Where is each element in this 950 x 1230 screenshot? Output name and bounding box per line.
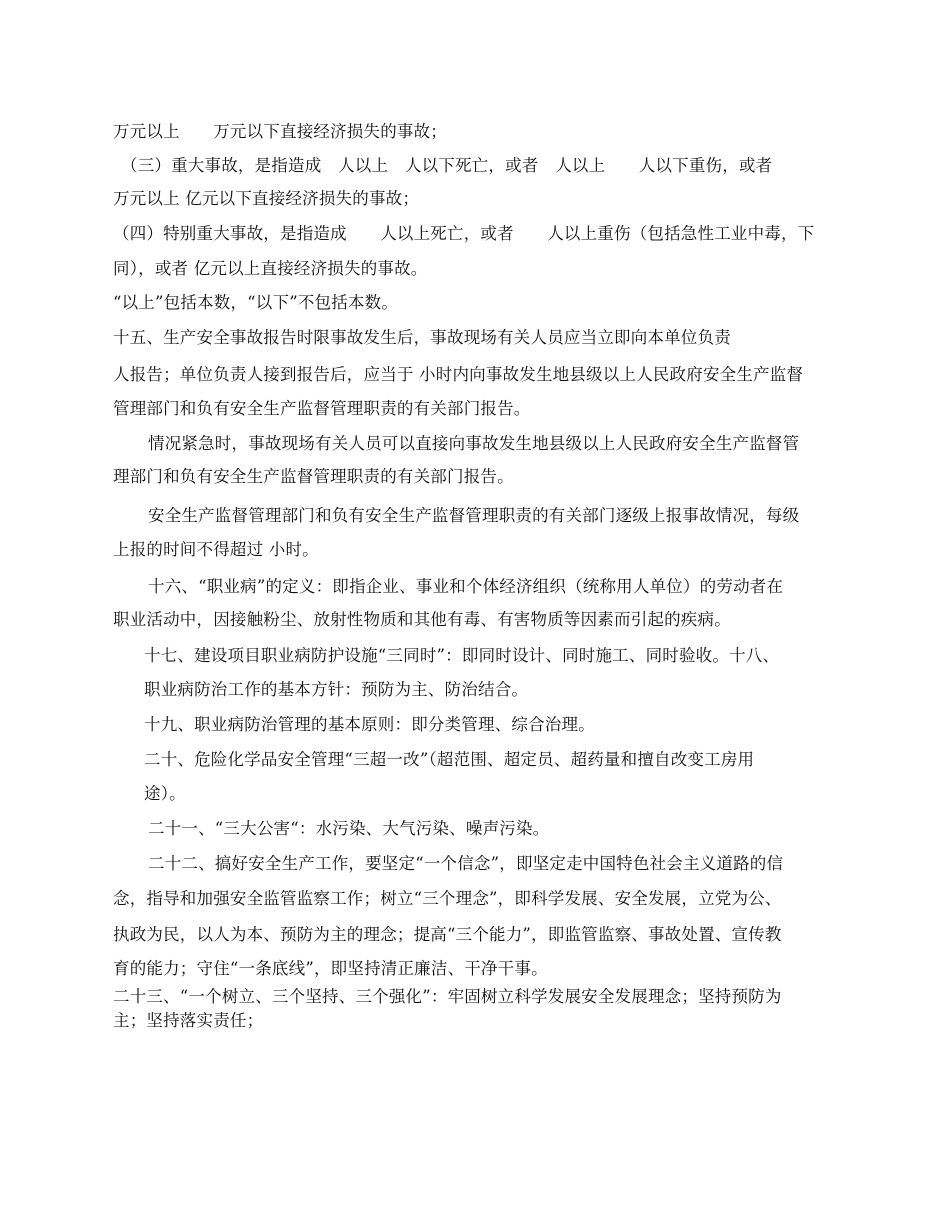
text-line: 同），或者 亿元以上直接经济损失的事故。: [113, 259, 428, 278]
text-line: 理部门和负有安全生产监督管理职责的有关部门报告。: [113, 467, 514, 486]
text-line: 安全生产监督管理部门和负有安全生产监督管理职责的有关部门逐级上报事故情况，每级: [148, 506, 800, 525]
text-line: 管理部门和负有安全生产监督管理职责的有关部门报告。: [113, 399, 531, 418]
text-line: 职业活动中，因接触粉尘、放射性物质和其他有毒、有害物质等因素而引起的疾病。: [113, 610, 731, 629]
text-line: 主；坚持落实责任；: [113, 1011, 264, 1030]
text-line: 十七、建设项目职业病防护设施“三同时”：即同时设计、同时施工、同时验收。十八、: [144, 646, 780, 665]
text-line: 二十二、搞好安全生产工作，要坚定“一个信念”，即坚定走中国特色社会主义道路的信: [148, 854, 784, 873]
text-line: 育的能力；守住“一条底线”，即坚持清正廉洁、干净干事。: [113, 959, 548, 978]
text-line: 万元以上 亿元以下直接经济损失的事故；: [113, 189, 420, 208]
text-line: （三）重大事故，是指造成 人以上 人以下死亡，或者 人以上 人以下重伤，或者: [121, 156, 773, 175]
text-line: （四）特别重大事故，是指造成 人以上死亡，或者 人以上重伤（包括急性工业中毒，下: [113, 224, 815, 243]
text-line: 执政为民，以人为本、预防为主的理念；提高“三个能力”，即监管监察、事故处置、宣传教: [113, 925, 782, 944]
text-line: 念，指导和加强安全监管监察工作；树立“三个理念”，即科学发展、安全发展，立党为公、: [113, 889, 782, 908]
text-line: 二十三、“一个树立、三个坚持、三个强化”：牢固树立科学发展安全发展理念；坚持预防为: [113, 987, 782, 1006]
text-line: 十九、职业病防治管理的基本原则：即分类管理、综合治理。: [144, 715, 595, 734]
text-line: 二十、危险化学品安全管理“三超一改”（超范围、超定员、超药量和擅自改变工房用: [144, 750, 755, 769]
text-line: “以上”包括本数，“以下”不包括本数。: [113, 293, 399, 312]
text-line: 职业病防治工作的基本方针：预防为主、防治结合。: [144, 680, 529, 699]
text-line: 万元以上 万元以下直接经济损失的事故；: [113, 122, 447, 141]
text-line: 途）。: [144, 784, 186, 803]
text-line: 情况紧急时，事故现场有关人员可以直接向事故发生地县级以上人民政府安全生产监督管: [148, 434, 800, 453]
text-line: 上报的时间不得超过 小时。: [113, 540, 319, 559]
text-line: 人报告；单位负责人接到报告后，应当于 小时内向事故发生地县级以上人民政府安全生产监督: [113, 365, 804, 384]
text-line: 二十一、“三大公害“：水污染、大气污染、噪声污染。: [148, 819, 550, 838]
text-line: 十六、“职业病”的定义：即指企业、事业和个体经济组织（统称用人单位）的劳动者在: [148, 577, 784, 596]
text-line: 十五、生产安全事故报告时限事故发生后，事故现场有关人员应当立即向本单位负责: [113, 328, 731, 347]
